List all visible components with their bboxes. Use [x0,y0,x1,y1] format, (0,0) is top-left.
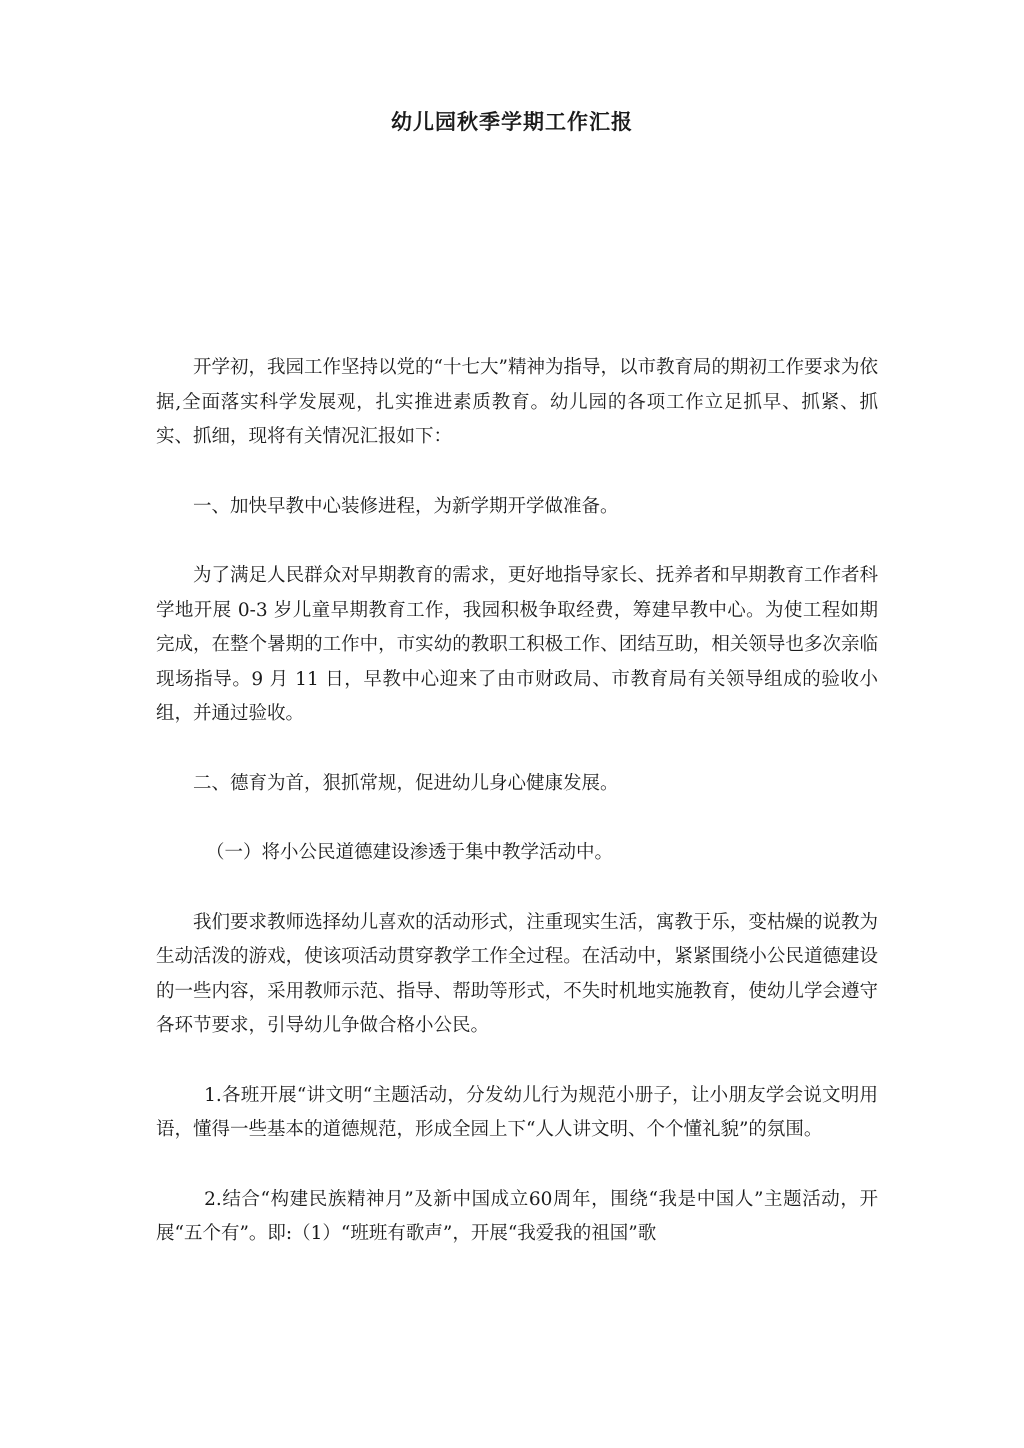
section-heading-2: 二、德育为首，狠抓常规，促进幼儿身心健康发展。 [193,772,619,794]
list-item-1: 1.各班开展“讲文明“主题活动，分发幼儿行为规范小册子，让小朋友学会说文明用语，懂得一些基本的道德规范，形成全园上下“人人讲文明、个个懂礼貌”的氛围。 [156,1084,878,1140]
subsection-heading-1: （一）将小公民道德建设渗透于集中教学活动中。 [205,842,613,863]
document-title: 幼儿园秋季学期工作汇报 [391,109,633,134]
paragraph-activity-forms: 我们要求教师选择幼儿喜欢的活动形式，注重现实生活，寓教于乐，变枯燥的说教为生动活泼的游戏，使该项活动贯穿教学工作全过程。在活动中，紧紧围绕小公民道德建设的一些内容，采用教师示范、指导、帮助等形式，不失时机地实施教育，使幼儿学会遵守各环节要求，引导幼儿争做合格小公民。 [156,911,878,1036]
paragraph-intro: 开学初，我园工作坚持以党的“十七大”精神为指导，以市教育局的期初工作要求为依据,全面落实科学发展观，扎实推进素质教育。幼儿园的各项工作立足抓早、抓紧、抓实、抓细，现将有关情况汇报如下： [156,357,878,447]
paragraph-early-education-center: 为了满足人民群众对早期教育的需求，更好地指导家长、抚养者和早期教育工作者科学地开展 0-3 岁儿童早期教育工作，我园积极争取经费，筹建早教中心。为使工程如期完成，在整个暑期的工作中，市实幼的教职工积极工作、团结互助，相关领导也多次亲临现场指导。9 月 11 日，早教中心迎来了由市财政局、市教育局有关领导组成的验收小组，并通过验收。 [156,565,878,724]
document-body [156,351,878,1287]
list-item-2: 2.结合“构建民族精神月”及新中国成立60周年，围绕“我是中国人”主题活动，开展“五个有”。即:（1）“班班有歌声”，开展“我爱我的祖国”歌 [156,1188,878,1244]
section-heading-1: 一、加快早教中心装修进程，为新学期开学做准备。 [193,495,619,517]
